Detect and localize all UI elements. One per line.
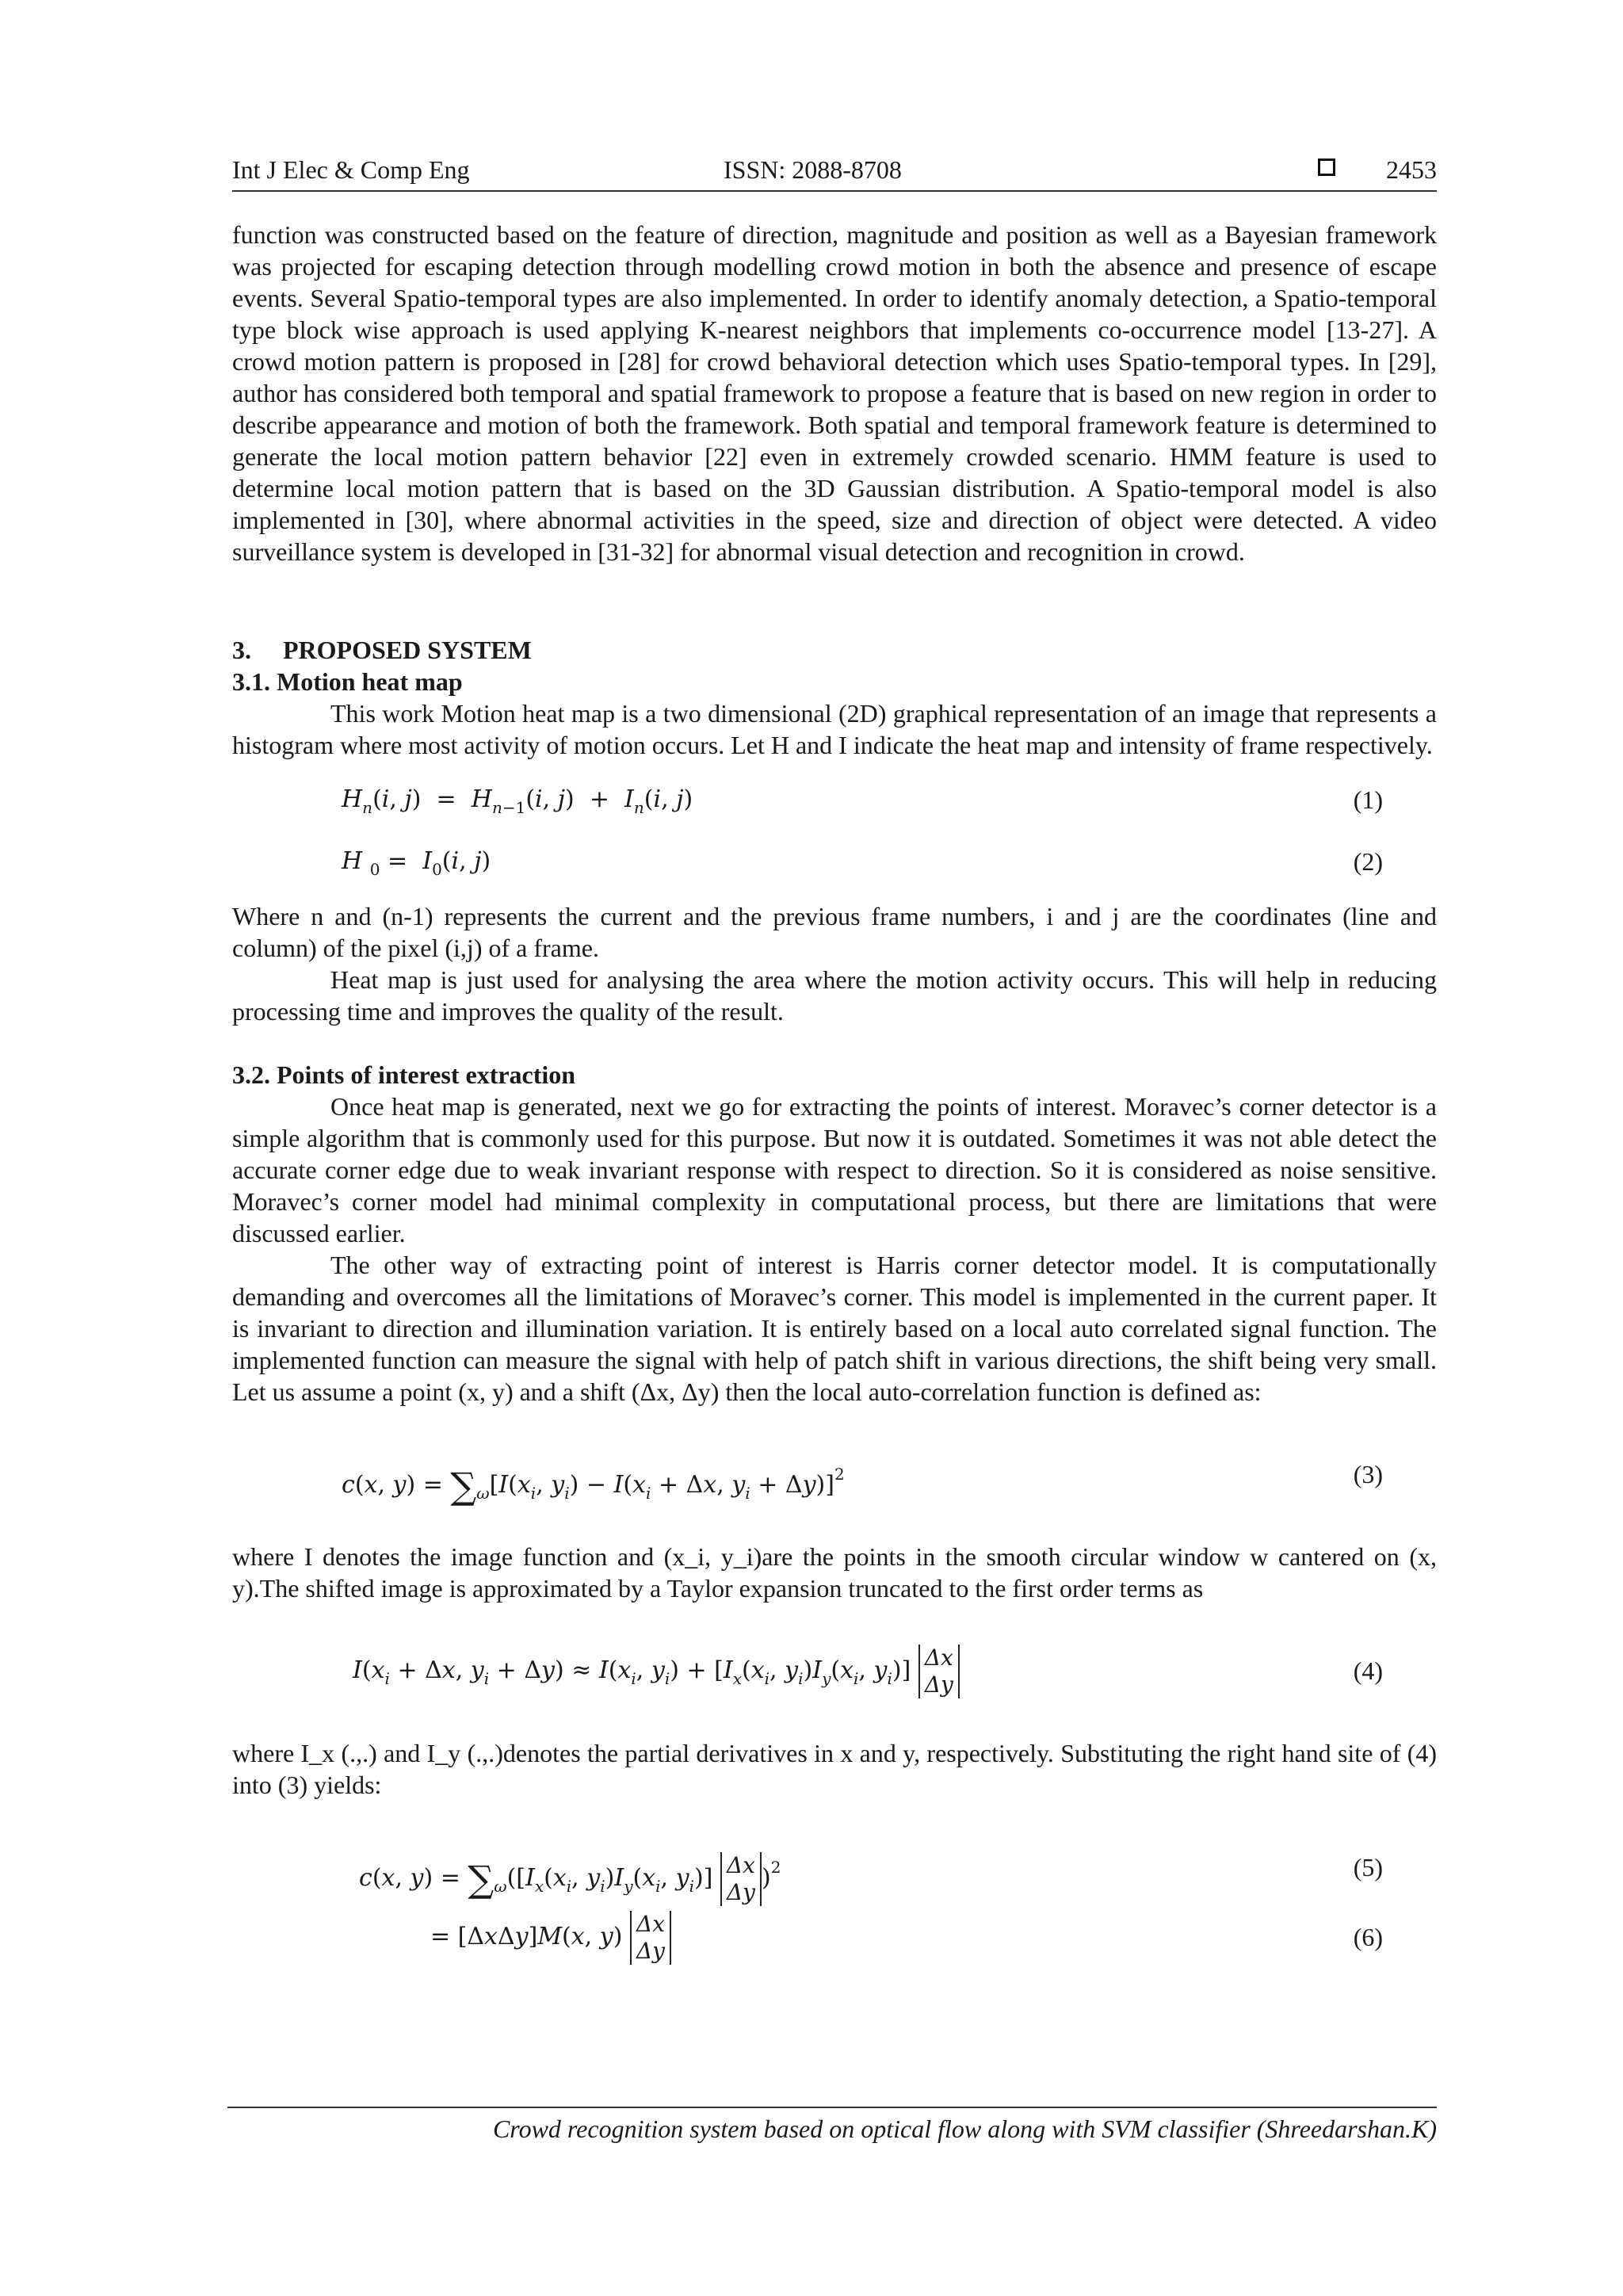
equation-5: c(x, $y) = \sum_\omega([I_x(x_i$, $y_i)I_y(x_i$, $y_i$)] Δx Δy)$^2$ (5) <box>232 1832 1437 1902</box>
poi-paragraph-2: The other way of extracting point of interest is Harris corner detector model. It is computationally demanding and overcomes all the limitations of Moravec’s corner. This model is implemented in the current paper. It is invariant to direction and illumination variation. It is entirely based on a local auto correlated signal function. The implemented function can measure the signal with help of patch shift in various directions, the shift being very small. Let us assume a point (x, y) and a shift (Δx, Δy) then the local auto-correlation function is defined as: <box>232 1251 1437 1406</box>
page-number: 2453 <box>1386 155 1437 184</box>
intro-paragraph: function was constructed based on the feature of direction, magnitude and position as well as a Bayesian framework was projected for escaping detection through modelling crowd motion in both the absence and presence of escape events. Several Spatio-temporal types are also implemented. In order to identify anomaly detection, a Spatio-temporal type block wise approach is used applying K-nearest neighbors that implements co-occurrence model [13-27]. A crowd motion pattern is proposed in [28] for crowd behavioral detection which uses Spatio-temporal types. In [29], author has considered both temporal and spatial framework to propose a feature that is based on new region in order to describe appearance and motion of both the framework. Both spatial and temporal framework feature is determined to generate the local motion pattern behavior [22] even in extremely crowded scenario. HMM feature is used to determine local motion pattern that is based on the 3D Gaussian distribution. A Spatio-temporal model is also implemented in [30], where abnormal activities in the speed, size and direction of object were detected. A video surveillance system is developed in [31-32] for abnormal visual detection and recognition in crowd. <box>232 220 1437 566</box>
journal-name: Int J Elec & Comp Eng <box>232 155 470 184</box>
equation-3: c(x, $y) = \sum_\omega[I(x_i$, $y_i) - I(x_i + \Delta x$, $y_i + \Delta y)]^2$ (3) <box>232 1439 1437 1509</box>
equation-number: (2) <box>1353 847 1383 876</box>
equation-number: (3) <box>1353 1460 1383 1488</box>
poi-paragraph-1: Once heat map is generated, next we go for extracting the points of interest. Moravec’s corner detector is a simple algorithm that is commonly used for this purpose. But now it is outdated. Sometimes it was not able detect the accurate corner edge due to weak invariant response with respect to direction. So it is considered as noise sensitive. Moravec’s corner model had minimal complexity in computational process, but there are limitations that were discussed earlier. <box>232 1092 1437 1247</box>
equation-4: $I(x_i + \Delta x$, $y_i + \Delta y) \approx I(x_i$, $y_i) + [I_x(x_i$, $y_i)I_y(x_i$, $y_i$)] Δx Δy (4) <box>232 1636 1437 1706</box>
equation-1: $H_n(i$, $j) = H_{n-1}(i$, $j) + I_n(i$, j) (1) <box>232 777 1437 823</box>
subsection-heading-3-2: 3.2. Points of interest extraction <box>232 1060 576 1089</box>
running-header <box>232 155 1437 190</box>
equation-number: (6) <box>1353 1923 1383 1951</box>
equation-6: = [ΔxΔy]M(x, y) Δx Δy (6) <box>232 1902 1437 1972</box>
body-text <box>232 219 1437 1972</box>
running-footer: Crowd recognition system based on optical flow along with SVM classifier (Shreedarshan.K) <box>492 2115 1437 2143</box>
poi-paragraph-3: where I denotes the image function and (x_i, y_i)are the points in the smooth circular window w cantered on (x, y).The shifted image is approximated by a Taylor expansion truncated to the first order terms as <box>232 1542 1437 1603</box>
section-heading-3 <box>232 634 1437 666</box>
square-bullet-icon <box>1318 159 1335 176</box>
equation-number: (5) <box>1353 1853 1383 1881</box>
section-number: 3. <box>232 636 251 664</box>
heat-map-paragraph-2: Where n and (n-1) represents the current and the previous frame numbers, i and j are the coordinates (line and column) of the pixel (i,j) of a frame. <box>232 902 1437 962</box>
header-rule <box>232 190 1437 192</box>
equation-2: H $_0 = I_0(i$, j) (2) <box>232 839 1437 884</box>
heat-map-paragraph-1: This work Motion heat map is a two dimensional (2D) graphical representation of an image that represents a histogram where most activity of motion occurs. Let H and I indicate the heat map and intensity of frame respectively. <box>232 699 1437 759</box>
poi-paragraph-4: where I_x (.,.) and I_y (.,.)denotes the partial derivatives in x and y, respectively. Substituting the right hand site of (4) into (3) yields: <box>232 1739 1437 1799</box>
footer-rule <box>227 2107 1437 2108</box>
equation-number: (4) <box>1353 1656 1383 1685</box>
section-title: PROPOSED SYSTEM <box>283 636 532 664</box>
heat-map-paragraph-3: Heat map is just used for analysing the area where the motion activity occurs. This will help in reducing processing time and improves the quality of the result. <box>232 965 1437 1026</box>
subsection-heading-3-1: 3.1. Motion heat map <box>232 667 463 696</box>
equation-number: (1) <box>1353 785 1383 814</box>
issn: ISSN: 2088-8708 <box>724 155 902 184</box>
